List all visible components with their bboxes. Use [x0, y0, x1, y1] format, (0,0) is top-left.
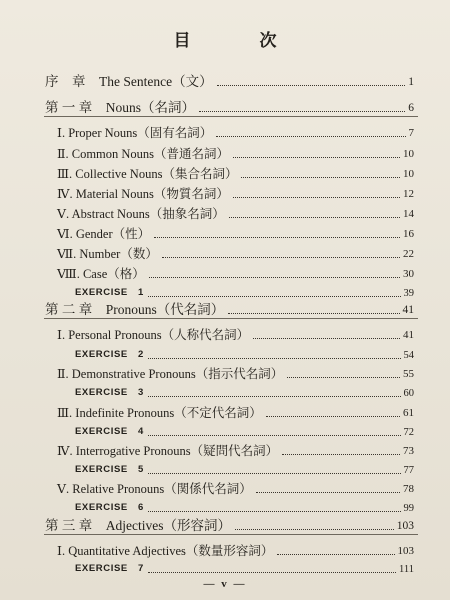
dot-leader	[162, 257, 400, 258]
dot-leader	[148, 572, 396, 573]
toc-entry-page-number: 10	[403, 148, 414, 160]
toc-entry-page-number: 73	[403, 445, 414, 457]
page-title: 目 次	[173, 31, 303, 50]
dot-leader	[235, 529, 394, 530]
dot-leader	[287, 377, 400, 378]
toc-section-entry	[0, 201, 450, 221]
dot-leader	[253, 338, 400, 339]
toc-entry-page-number: 7	[408, 127, 414, 139]
toc-entry-page-number: 6	[408, 102, 414, 114]
toc-section-entry	[0, 261, 450, 281]
toc-entry-page-number: 41	[402, 304, 414, 316]
toc-section-entry	[0, 141, 450, 161]
toc-entry-page-number: 103	[397, 545, 414, 557]
toc-entry-page-number: 16	[403, 228, 414, 240]
toc-entry-page-number: 99	[403, 503, 414, 514]
toc-entry-page-number: 12	[403, 188, 414, 200]
dot-leader	[277, 554, 394, 555]
toc-entry-page-number: 72	[403, 427, 414, 438]
toc-entry-label: EXERCISE 4	[75, 426, 144, 437]
toc-entry-page-number: 103	[396, 520, 414, 532]
toc-entry-label: EXERCISE 7	[75, 563, 144, 574]
toc-exercise-entry	[0, 556, 450, 576]
dot-leader	[241, 177, 400, 178]
dot-leader	[148, 473, 401, 474]
toc-exercise-entry	[0, 457, 450, 477]
toc-section-entry	[0, 476, 450, 496]
toc-entry-page-number: 41	[403, 329, 414, 341]
toc-entry-label: EXERCISE 5	[75, 464, 144, 475]
toc-entry-label: Ⅳ. Material Nouns（物質名詞）	[57, 187, 229, 201]
toc-chapter-entry	[0, 513, 450, 533]
page-number-footer: — v —	[203, 578, 247, 590]
toc-entry-page-number: 10	[403, 168, 414, 180]
dot-leader	[217, 85, 406, 86]
toc-entry-page-number: 22	[403, 248, 414, 260]
toc-entry-label: EXERCISE 3	[75, 387, 144, 398]
toc-section-entry	[0, 438, 450, 458]
toc-entry-label: Ⅲ. Indefinite Pronouns（不定代名詞）	[57, 406, 262, 420]
toc-entry-label: 序 章 The Sentence（文）	[45, 74, 213, 89]
toc-entry-page-number: 61	[403, 407, 414, 419]
toc-entry-label: Ⅰ. Personal Pronouns（人称代名詞）	[57, 328, 250, 342]
dot-leader	[148, 358, 401, 359]
toc-section-entry	[0, 241, 450, 261]
toc-entry-label: EXERCISE 2	[75, 349, 144, 360]
toc-entry-label: 第 三 章 Adjectives（形容詞）	[45, 518, 231, 533]
toc-section-entry	[0, 181, 450, 201]
toc-entry-page-number: 1	[408, 76, 414, 88]
toc-entry-label: Ⅰ. Quantitative Adjectives（数量形容詞）	[57, 544, 274, 558]
toc-entry-label: Ⅰ. Proper Nouns（固有名詞）	[57, 126, 213, 140]
dot-leader	[148, 396, 401, 397]
dot-leader	[233, 157, 400, 158]
dot-leader	[148, 435, 401, 436]
toc-entry-page-number: 30	[403, 268, 414, 280]
toc-entry-page-number: 60	[403, 388, 414, 399]
toc-entry-label: Ⅳ. Interrogative Pronouns（疑問代名詞）	[57, 444, 279, 458]
toc-section-entry	[0, 161, 450, 181]
toc-entry-page-number: 55	[403, 368, 414, 380]
toc-chapter-entry	[0, 69, 450, 89]
toc-section-entry	[0, 221, 450, 241]
chapter-divider	[44, 116, 418, 117]
toc-entry-label: Ⅴ. Abstract Nouns（抽象名詞）	[57, 207, 225, 221]
toc-entry-page-number: 39	[403, 288, 414, 299]
toc-section-entry	[0, 538, 450, 558]
toc-entry-label: Ⅷ. Case（格）	[57, 267, 145, 281]
toc-entry-label: Ⅱ. Demonstrative Pronouns（指示代名詞）	[57, 367, 284, 381]
toc-entry-page-number: 111	[399, 564, 414, 575]
toc-exercise-entry	[0, 495, 450, 515]
toc-entry-label: Ⅲ. Collective Nouns（集合名詞）	[57, 167, 238, 181]
dot-leader	[228, 313, 399, 314]
dot-leader	[216, 136, 405, 137]
toc-entry-label: Ⅱ. Common Nouns（普通名詞）	[57, 147, 230, 161]
toc-entry-label: Ⅵ. Gender（性）	[57, 227, 151, 241]
dot-leader	[229, 217, 400, 218]
toc-chapter-entry	[0, 297, 450, 317]
toc-entry-label: Ⅴ. Relative Pronouns（関係代名詞）	[57, 482, 252, 496]
toc-entry-label: Ⅶ. Number（数）	[57, 247, 158, 261]
dot-leader	[282, 454, 400, 455]
toc-entry-label: EXERCISE 1	[75, 287, 144, 298]
toc-exercise-entry	[0, 342, 450, 362]
dot-leader	[148, 511, 401, 512]
dot-leader	[149, 277, 400, 278]
toc-section-entry	[0, 120, 450, 140]
toc-entry-label: 第 二 章 Pronouns（代名詞）	[45, 302, 225, 317]
toc-section-entry	[0, 361, 450, 381]
toc-section-entry	[0, 400, 450, 420]
toc-exercise-entry	[0, 380, 450, 400]
toc-section-entry	[0, 322, 450, 342]
toc-entry-page-number: 78	[403, 483, 414, 495]
dot-leader	[154, 237, 400, 238]
toc-entry-page-number: 77	[403, 465, 414, 476]
toc-chapter-entry	[0, 95, 450, 115]
toc-entry-label: EXERCISE 6	[75, 502, 144, 513]
dot-leader	[266, 416, 400, 417]
dot-leader	[256, 492, 400, 493]
toc-entry-page-number: 54	[403, 350, 414, 361]
toc-entry-page-number: 14	[403, 208, 414, 220]
chapter-divider	[44, 318, 418, 319]
dot-leader	[199, 111, 405, 112]
chapter-divider	[44, 534, 418, 535]
dot-leader	[233, 197, 400, 198]
toc-exercise-entry	[0, 419, 450, 439]
toc-entry-label: 第 一 章 Nouns（名詞）	[45, 100, 196, 115]
